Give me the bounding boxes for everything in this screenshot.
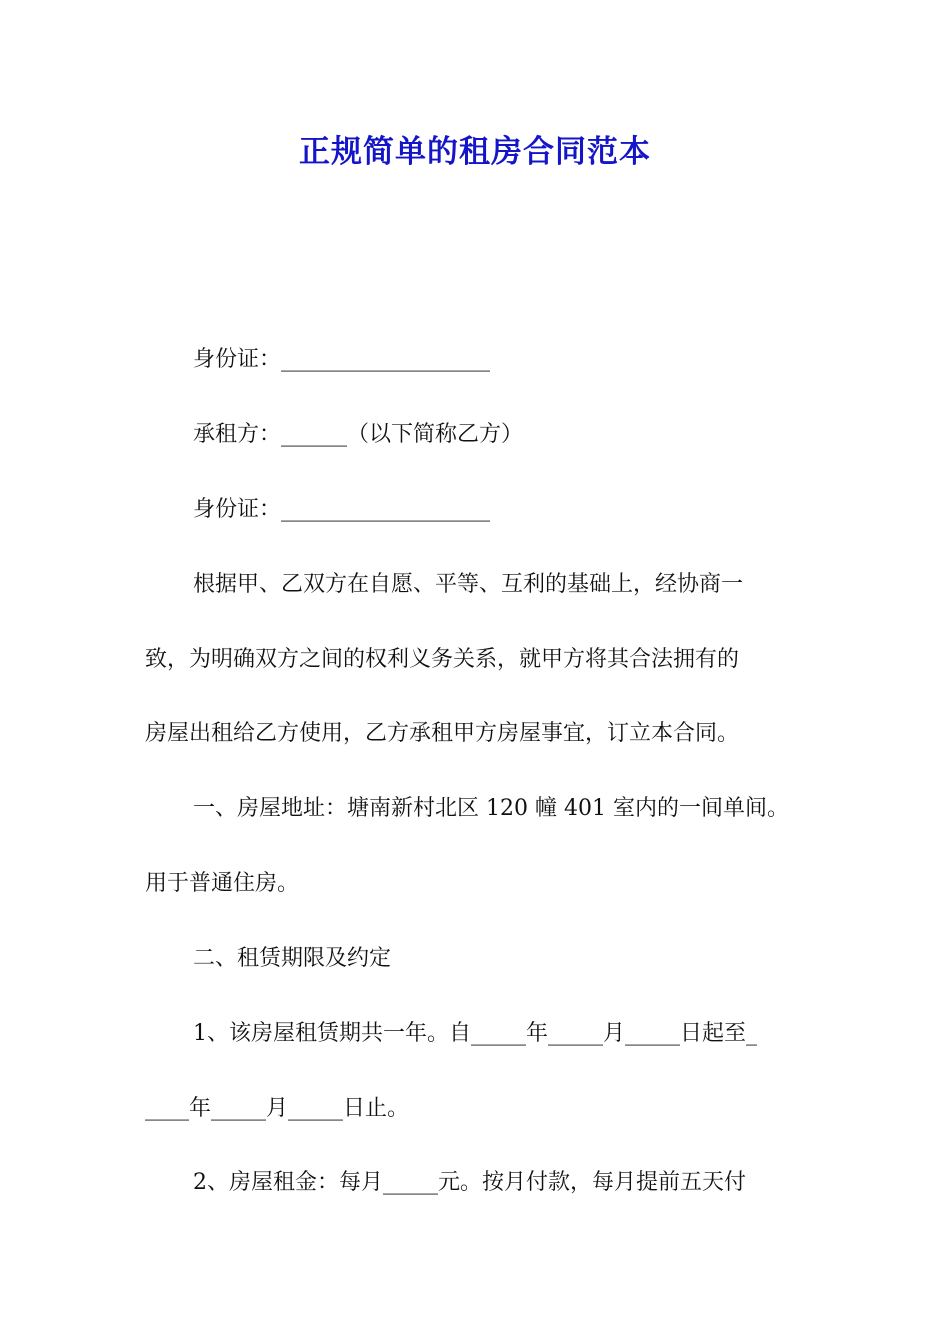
tenant-line: 承租方：______（以下简称乙方）	[193, 422, 524, 447]
preamble-line-3: 房屋出租给乙方使用，乙方承租甲方房屋事宜，订立本合同。	[145, 721, 740, 746]
document-title: 正规简单的租房合同范本	[299, 134, 651, 170]
preamble-line-1: 根据甲、乙双方在自愿、平等、互利的基础上，经协商一	[193, 572, 744, 597]
clause-2-2-line-1: 2、房屋租金：每月_____元。按月付款，每月提前五天付	[193, 1170, 746, 1195]
id-card-line-2: 身份证：___________________	[193, 497, 491, 522]
preamble-line-2: 致，为明确双方之间的权利义务关系，就甲方将其合法拥有的	[145, 647, 740, 672]
clause-1-usage-line: 用于普通住房。	[145, 871, 300, 896]
clause-1-address-line: 一、房屋地址：塘南新村北区 120 幢 401 室内的一间单间。	[193, 796, 789, 821]
clause-2-1-line-2: ____年_____月_____日止。	[145, 1096, 410, 1121]
clause-2-heading: 二、租赁期限及约定	[193, 946, 392, 971]
id-card-line-1: 身份证：___________________	[193, 347, 491, 372]
clause-2-1-line-1: 1、该房屋租赁期共一年。自_____年_____月_____日起至_	[193, 1021, 757, 1046]
